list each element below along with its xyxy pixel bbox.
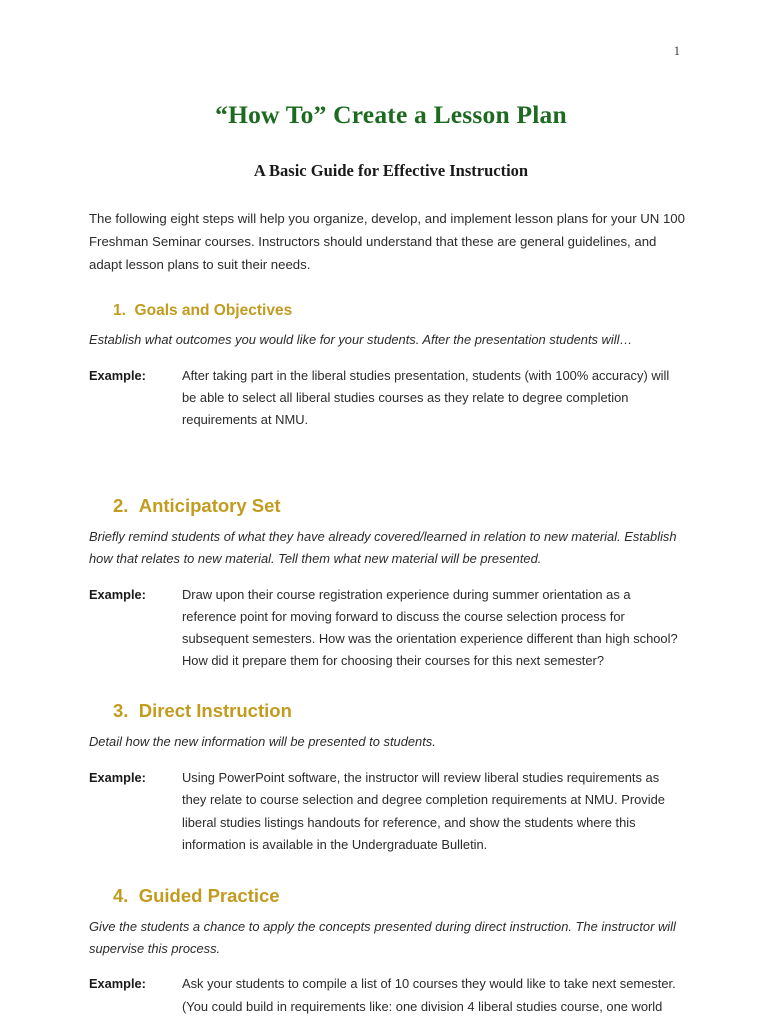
intro-paragraph: The following eight steps will help you organize, develop, and implement lesson plans for your UN 100 Freshman Seminar courses. Instructors should understand that these are general guidelines, and adapt lesson plans to suit their needs. — [89, 211, 685, 272]
example-label-3: Example: — [89, 770, 146, 786]
section-number-1: 1. — [113, 301, 135, 319]
section-number-4: 4. — [113, 884, 139, 906]
section-description-2: Briefly remind students of what they have already covered/learned in relation to new material. Establish how that relates to new material. Tell them what new material will be presented. — [89, 529, 677, 566]
section-title-3: Direct Instruction — [138, 700, 292, 722]
page-number: 1 — [673, 44, 680, 58]
section-title-1: Goals and Objectives — [134, 301, 293, 319]
section-description-3: Detail how the new information will be presented to students. — [89, 734, 436, 750]
section-goals-and-objectives — [89, 277, 693, 432]
example-text-2: Draw upon their course registration experience during summer orientation as a reference point for moving forward to discuss the course selection process for subsequent semesters. How was the orientation experience different than high school? How did it prepare them for choosing their courses for this next semester? — [182, 586, 678, 669]
example-text-4: Ask your students to compile a list of 10 courses they would like to take next semester. (You could build in requirements like: one division 4 liberal studies course, one world — [182, 976, 676, 1014]
section-direct-instruction — [89, 672, 693, 856]
section-number-3: 3. — [113, 700, 139, 722]
section-description-4: Give the students a chance to apply the concepts presented during direct instruction. The instructor will supervise this process. — [89, 919, 676, 956]
example-text-3: Using PowerPoint software, the instructor will review liberal studies requirements as they relate to course selection and degree completion requirements at NMU. Provide liberal studies listings handouts for reference, and show the students where this information is available in the Undergraduate Bulletin. — [182, 770, 665, 852]
example-block-4 — [89, 959, 693, 1017]
document-subtitle: A Basic Guide for Effective Instruction — [253, 160, 529, 180]
example-label-4: Example: — [89, 976, 146, 992]
section-heading-1 — [89, 301, 693, 320]
section-guided-practice — [89, 856, 693, 1018]
example-label-2: Example: — [89, 586, 146, 602]
section-title-4: Guided Practice — [138, 884, 280, 906]
document-content — [89, 100, 693, 1018]
section-number-2: 2. — [113, 495, 139, 517]
section-heading-2 — [89, 494, 693, 517]
example-block-1 — [89, 351, 693, 432]
example-label-1: Example: — [89, 367, 146, 383]
example-block-2 — [89, 570, 693, 673]
example-text-1: After taking part in the liberal studies presentation, students (with 100% accuracy) will be able to select all liberal studies courses as they relate to degree completion requirements at NMU. — [182, 367, 670, 427]
section-title-2: Anticipatory Set — [138, 495, 281, 517]
section-heading-3 — [89, 699, 693, 722]
section-description-1: Establish what outcomes you would like for your students. After the presentation students will… — [89, 331, 633, 347]
example-block-3 — [89, 753, 693, 856]
section-heading-4 — [89, 884, 693, 907]
section-anticipatory-set — [89, 431, 693, 672]
document-title: “How To” Create a Lesson Plan — [215, 100, 567, 129]
